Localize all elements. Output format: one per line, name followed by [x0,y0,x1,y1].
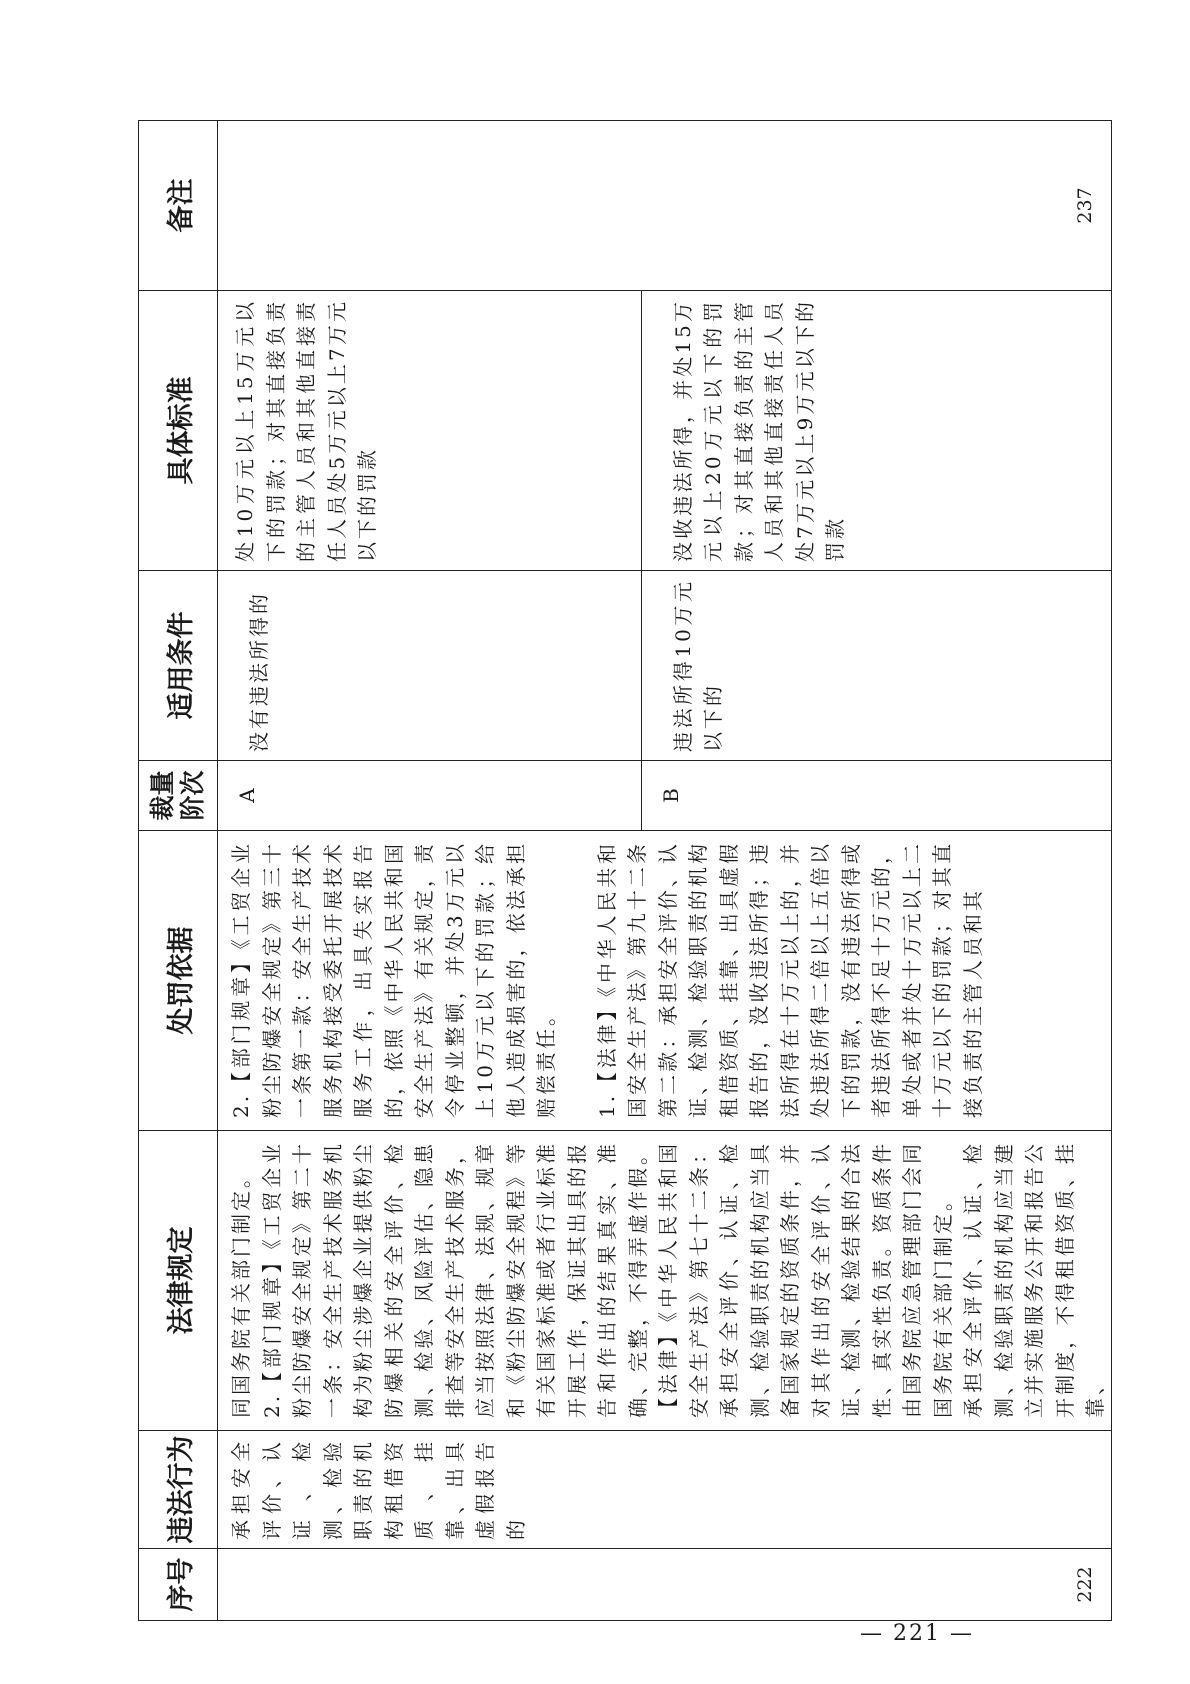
header-law: 法律规定 [139,1131,218,1431]
cell-standard-a [218,291,642,571]
cell-law [218,1131,1112,1431]
side-page-number: 237 [218,121,1112,291]
cell-basis [218,831,1112,1131]
law-paragraph: 同国务院有关部门制定。 [229,1165,253,1418]
basis-paragraph: 1.【法律】《中华人民共和国安全生产法》第九十二条第二款：承担安全评价、认证、检测、检验职责的机构租借资质、挂靠、出具虚假报告的，没收违法所得；违法所得在十万元以上的，并处违法所得二倍以上五倍以下的罚款，没有违法所得或者违法所得不足十万元的，单处或者并处十万元以上二十万元以下的罚款；对其直接负责的主管人员和其 [594,841,985,1118]
header-standard: 具体标准 [139,291,218,571]
standard-a-text: 处10万元以上15万元以下的罚款；对其直接负责的主管人员和其他直接责任人员处5万元以上7万元以下的罚款 [233,299,379,562]
header-condition: 适用条件 [139,571,218,761]
table-row [218,121,642,1621]
law-paragraph: 承担安全评价、认证、检测、检验职责的机构应当建立并实施服务公开和报告公开制度，不得租借资质、挂靠、 [961,1141,1107,1418]
header-basis: 处罚依据 [139,831,218,1131]
header-remark: 备注 [139,121,218,291]
basis-paragraph: 2.【部门规章】《工贸企业粉尘防爆安全规定》第三十一条第一款：安全生产技术服务机构接受委托开展技术服务工作，出具失实报告的，依照《中华人民共和国安全生产法》有关规定，责令停业整顿，并处3万元以上10万元以下的罚款；给他人造成损害的，依法承担赔偿责任。 [229,841,558,1118]
law-paragraph: 2.【部门规章】《工贸企业粉尘防爆安全规定》第二十一条：安全生产技术服务机构为粉尘涉爆企业提供粉尘防爆相关的安全评价、检测、检验、风险评估、隐患排查等安全生产技术服务，应当按照法律、法规、规章和《粉尘防爆安全规程》等有关国家标准或者行业标准开展工作，保证其出具的报告和作出的结果真实、准确、完整，不得弄虚作假。 [259,1141,650,1418]
cell-behavior [218,1431,1112,1549]
page-footer: — 221 — [860,1621,974,1646]
row-number: 222 [218,1549,1112,1621]
cell-condition-a [218,571,642,761]
level-a: A [218,761,642,831]
penalty-table [138,120,1112,1621]
standard-b-text: 没收违法所得，并处15万元以上20万元以下的罚款；对其直接负责的主管人员和其他直接责任人员处7万元以上9万元以下的罚款 [670,299,848,562]
law-paragraph: 【法律】《中华人民共和国安全生产法》第七十二条：承担安全评价、认证、检测、检验职责的机构应当具备国家规定的资质条件，并对其作出的安全评价、认证、检测、检验结果的合法性、真实性负责。资质条件由国务院应急管理部门会同国务院有关部门制定。 [656,1141,955,1418]
behavior-text: 承担安全评价、认证、检测、检验职责的机构租借资质、挂靠、出具虚假报告的 [229,1439,528,1540]
condition-a-text: 没有违法所得的 [247,591,271,752]
cell-condition-b [641,571,1111,761]
level-b: B [641,761,1111,831]
cell-standard-b [641,291,1111,571]
header-behavior: 违法行为 [139,1431,218,1549]
header-level [139,761,218,831]
rotated-table-wrapper [138,121,1107,1621]
header-level-line1: 裁量 [148,770,177,821]
header-row [139,121,218,1621]
condition-b-text: 违法所得10万元以下的 [670,579,726,752]
header-level-line2: 阶次 [178,770,207,821]
header-no: 序号 [139,1549,218,1621]
